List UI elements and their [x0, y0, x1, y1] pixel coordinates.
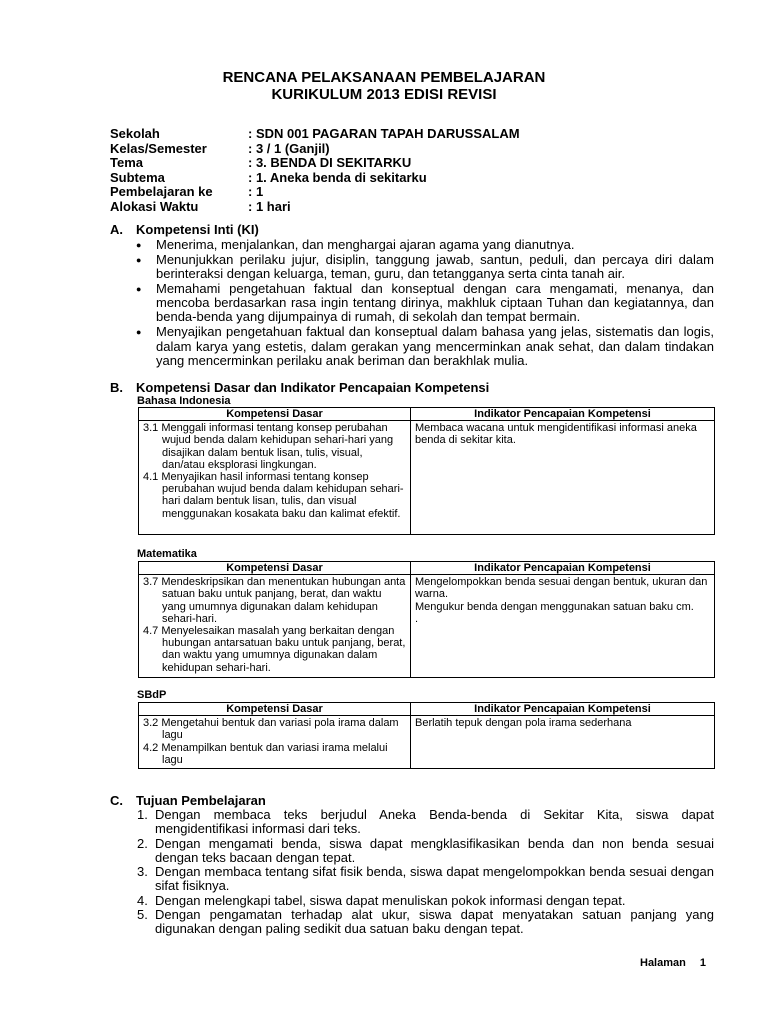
identity-value: : SDN 001 PAGARAN TAPAH DARUSSALAM [248, 126, 520, 141]
tujuan-list [137, 808, 714, 937]
page-footer [640, 957, 706, 969]
section-b-heading [110, 380, 489, 395]
identity-value: : 3. BENDA DI SEKITARKU [248, 155, 412, 170]
kd-table-sbdp [138, 702, 715, 769]
column-header: Indikator Pencapaian Kompetensi [411, 408, 715, 421]
ipk-cell: Membaca wacana untuk mengidentifikasi informasi aneka benda di sekitar kita. [411, 421, 715, 535]
identity-block [110, 127, 520, 214]
list-item: 3. Dengan membaca tentang sifat fisik benda, siswa dapat mengelompokkan benda sesuai dengan sifat fisiknya. [137, 864, 714, 894]
ipk-cell: Berlatih tepuk dengan pola irama sederhana [411, 716, 715, 769]
ipk-cell: Mengelompokkan benda sesuai dengan bentuk, ukuran dan warna. Mengukur benda dengan menggunakan satuan baku cm. . [411, 575, 715, 678]
kd-table-matematika [138, 561, 715, 678]
column-header: Indikator Pencapaian Kompetensi [411, 703, 715, 716]
identity-value: : 1 [248, 184, 264, 199]
identity-label: Kelas/Semester [110, 140, 207, 156]
bullet-icon: ● [136, 327, 142, 338]
identity-row [110, 171, 520, 186]
list-item: 2. Dengan mengamati benda, siswa dapat mengklasifikasikan benda dan non benda sesuai dengan teks bacaan dengan tepat. [137, 835, 714, 865]
subject-label-matematika: Matematika [137, 548, 197, 560]
ki-list [136, 238, 714, 369]
identity-row [110, 142, 520, 157]
identity-row [110, 200, 520, 215]
kd-table-bahasa-indonesia [138, 407, 715, 535]
document-title: RENCANA PELAKSANAAN PEMBELAJARAN [222, 69, 546, 86]
section-title: Tujuan Pembelajaran [136, 793, 266, 808]
table-row [139, 716, 715, 769]
section-title: Kompetensi Dasar dan Indikator Pencapaian Kompetensi [136, 380, 490, 395]
section-letter: B. [110, 380, 123, 395]
kd-cell: 3.1 Menggali informasi tentang konsep perubahan wujud benda dalam kehidupan sehari-hari yang disajikan dalam bentuk lisan, tulis, visual, dan/atau eksplorasi lingkungan. 4.1 Menyajikan hasil informasi tentang konsep perubahan wujud benda dalam kehidupan sehari-hari dalam bentuk lisan, tulis, dan visual menggunakan kosakata baku dan kalimat efektif. [139, 421, 411, 535]
identity-value: : 1. Aneka benda di sekitarku [248, 169, 427, 185]
table-row [139, 421, 715, 535]
list-item: 1. Dengan membaca teks berjudul Aneka Benda-benda di Sekitar Kita, siswa dapat mengidentifikasi informasi dari teks. [137, 807, 714, 837]
bullet-icon: ● [136, 283, 142, 294]
section-title: Kompetensi Inti (KI) [136, 222, 259, 237]
subject-label-sbdp: SBdP [137, 689, 167, 701]
list-item: ● Menyajikan pengetahuan faktual dan konseptual dalam bahasa yang jelas, sistematis dan logis, dalam karya yang estetis, dalam gerakan yang mencerminkan anak sehat, dan dalam tindakan yang mencerminkan perilaku anak beriman dan berakhlak mulia. [136, 324, 714, 368]
section-a-heading [110, 222, 259, 237]
kd-cell: 3.7 Mendeskripsikan dan menentukan hubungan anta satuan baku untuk panjang, berat, dan waktu yang umumnya digunakan dalam kehidupan sehari-hari. 4.7 Menyelesaikan masalah yang berkaitan dengan hubungan antarsatuan baku untuk panjang, berat, dan waktu yang umumnya digunakan dalam kehidupan sehari-hari. [139, 575, 411, 678]
section-letter: A. [110, 222, 123, 237]
identity-label: Alokasi Waktu [110, 198, 199, 214]
page-number: 1 [699, 957, 706, 969]
column-header: Kompetensi Dasar [139, 562, 411, 575]
identity-row [110, 185, 520, 200]
column-header: Kompetensi Dasar [139, 703, 411, 716]
identity-label: Subtema [110, 169, 165, 185]
table-row [139, 575, 715, 678]
identity-label: Tema [110, 155, 143, 170]
list-item: ● Memahami pengetahuan faktual dan konseptual dengan cara mengamati, menanya, dan mencoba berdasarkan rasa ingin tentang dirinya, makhluk ciptaan Tuhan dan kegiatannya, dan benda-benda yang dijumpainya di rumah, di sekolah dan tempat bermain. [136, 280, 714, 325]
identity-row [110, 127, 520, 142]
list-item: 5. Dengan pengamatan terhadap alat ukur, siswa dapat menyatakan satuan panjang yang digunakan dengan paling sedikit dua satuan baku dengan tepat. [137, 907, 714, 937]
identity-value: : 3 / 1 (Ganjil) [248, 140, 330, 156]
bullet-icon: ● [136, 254, 142, 265]
identity-value: : 1 hari [248, 198, 291, 214]
document-subtitle: KURIKULUM 2013 EDISI REVISI [271, 86, 497, 103]
column-header: Kompetensi Dasar [139, 408, 411, 421]
list-item: 4. Dengan melengkapi tabel, siswa dapat menuliskan pokok informasi dengan tepat. [137, 892, 626, 908]
subject-label-bahasa-indonesia: Bahasa Indonesia [137, 395, 231, 407]
list-item: ● Menunjukkan perilaku jujur, disiplin, tanggung jawab, santun, peduli, dan percaya diri dalam berinteraksi dengan keluarga, teman, guru, dan tetangganya serta cinta tanah air. [136, 251, 714, 282]
section-letter: C. [110, 793, 123, 808]
identity-label: Pembelajaran ke [110, 184, 213, 199]
kd-cell: 3.2 Mengetahui bentuk dan variasi pola irama dalam lagu 4.2 Menampilkan bentuk dan variasi irama melalui lagu [139, 716, 411, 769]
identity-label: Sekolah [110, 126, 160, 141]
bullet-icon: ● [136, 240, 142, 250]
list-item: ● Menerima, menjalankan, dan menghargai ajaran agama yang dianutnya. [136, 237, 575, 252]
section-c-heading [110, 793, 266, 808]
page-label: Halaman [640, 957, 686, 969]
identity-row [110, 156, 520, 171]
column-header: Indikator Pencapaian Kompetensi [411, 562, 715, 575]
